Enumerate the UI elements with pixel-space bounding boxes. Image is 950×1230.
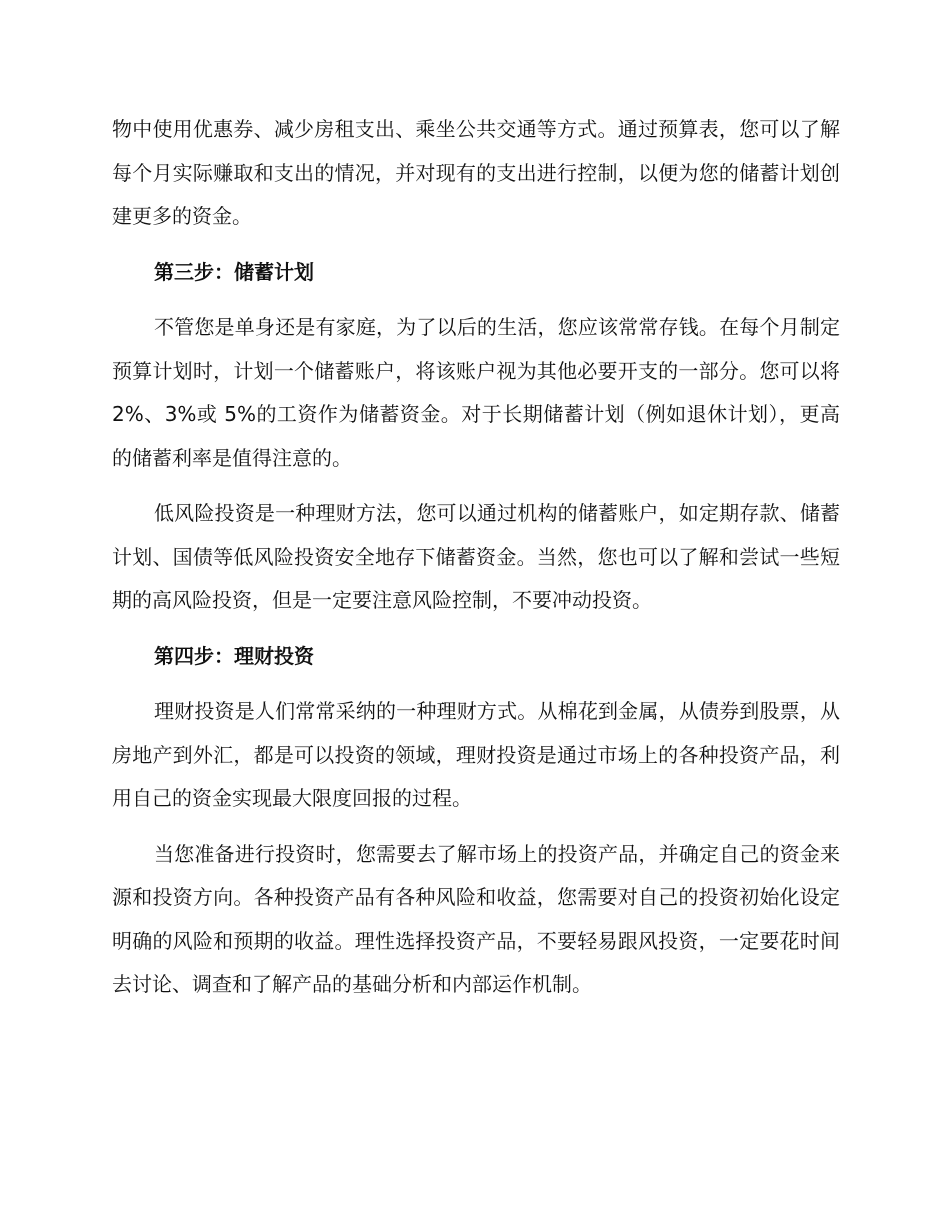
paragraph-low-risk-investment: 低风险投资是一种理财方法，您可以通过机构的储蓄账户，如定期存款、储蓄计划、国债等低风险投资安全地存下储蓄资金。当然，您也可以了解和尝试一些短期的高风险投资，但是一定要注意风险控制，不要冲动投资。	[112, 501, 840, 612]
spacer	[112, 294, 840, 306]
spacer	[112, 821, 840, 833]
heading-step-four: 第四步：理财投资	[154, 643, 314, 668]
spacer	[112, 239, 840, 251]
paragraph-budget-continued: 物中使用优惠券、减少房租支出、乘坐公共交通等方式。通过预算表，您可以了解每个月实际赚取和支出的情况，并对现有的支出进行控制，以便为您的储蓄计划创建更多的资金。	[112, 117, 840, 228]
paragraph-financial-investment: 理财投资是人们常常采纳的一种理财方式。从棉花到金属，从债券到股票，从房地产到外汇，都是可以投资的领域，理财投资是通过市场上的各种投资产品，利用自己的资金实现最大限度回报的过程。	[112, 699, 840, 810]
document-body	[112, 108, 840, 1007]
spacer	[112, 678, 840, 690]
spacer	[112, 623, 840, 635]
heading-step-three: 第三步：储蓄计划	[154, 259, 314, 284]
paragraph-savings-plan: 不管您是单身还是有家庭，为了以后的生活，您应该常常存钱。在每个月制定预算计划时，计划一个储蓄账户，将该账户视为其他必要开支的一部分。您可以将 2%、3%或 5%的工资作为储蓄资金。对于长期储蓄计划（例如退休计划），更高的储蓄利率是值得注意的。	[112, 315, 840, 470]
paragraph-investment-preparation: 当您准备进行投资时，您需要去了解市场上的投资产品，并确定自己的资金来源和投资方向。各种投资产品有各种风险和收益，您需要对自己的投资初始化设定明确的风险和预期的收益。理性选择投资产品，不要轻易跟风投资，一定要花时间去讨论、调查和了解产品的基础分析和内部运作机制。	[112, 841, 840, 996]
spacer	[112, 480, 840, 492]
